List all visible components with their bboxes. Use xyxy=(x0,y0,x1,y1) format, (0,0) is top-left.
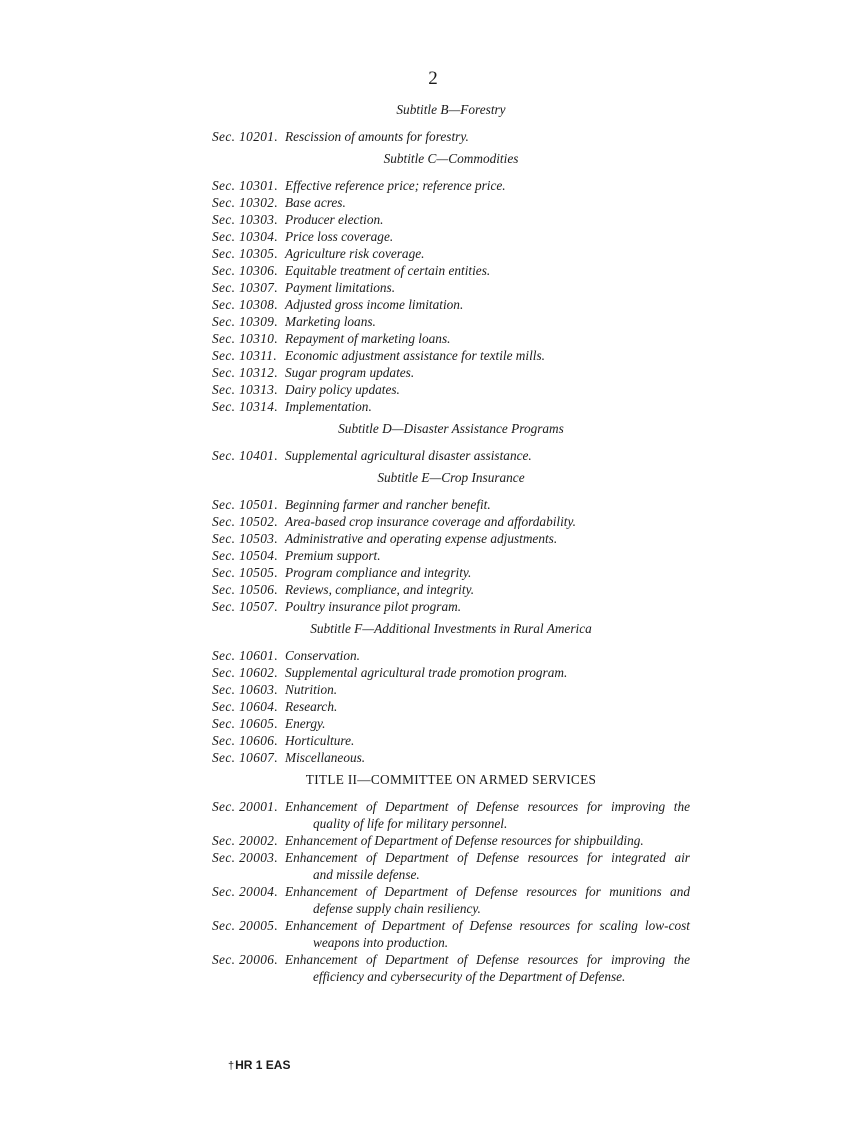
toc-entry xyxy=(212,496,690,513)
dagger-mark: † xyxy=(228,1060,235,1072)
section-number: Sec. 20001. xyxy=(212,799,279,814)
section-number: Sec. 10302. xyxy=(212,195,279,210)
toc-entry xyxy=(212,598,690,615)
section-number: Sec. 10401. xyxy=(212,448,279,463)
section-number: Sec. 10603. xyxy=(212,682,279,697)
section-number: Sec. 10503. xyxy=(212,531,279,546)
toc-entry xyxy=(212,381,690,398)
toc-entry xyxy=(212,681,690,698)
toc-entry xyxy=(212,732,690,749)
section-title: Producer election. xyxy=(285,212,384,227)
section-number: Sec. 10305. xyxy=(212,246,279,261)
toc-entry xyxy=(212,581,690,598)
section-title-line: Enhancement of Department of Defense resources for munitions and xyxy=(285,884,690,899)
section-title: Price loss coverage. xyxy=(285,229,394,244)
section-title: Sugar program updates. xyxy=(285,365,415,380)
section-number: Sec. 10301. xyxy=(212,178,279,193)
section-number: Sec. 10502. xyxy=(212,514,279,529)
subtitle-heading: Subtitle D—Disaster Assistance Programs xyxy=(338,421,564,436)
section-title: Economic adjustment assistance for textile mills. xyxy=(285,348,545,363)
toc-entry xyxy=(212,347,690,364)
table-of-contents xyxy=(212,100,690,985)
toc-entry xyxy=(212,245,690,262)
section-title-line: Enhancement of Department of Defense resources for scaling low-cost xyxy=(285,918,690,933)
section-number: Sec. 10307. xyxy=(212,280,279,295)
section-title: Research. xyxy=(285,699,338,714)
section-title-continuation: efficiency and cybersecurity of the Department of Defense. xyxy=(313,969,626,984)
section-number: Sec. 10607. xyxy=(212,750,279,765)
section-title-line: Enhancement of Department of Defense resources for improving the xyxy=(285,952,690,967)
section-title: Base acres. xyxy=(285,195,346,210)
section-title: Effective reference price; reference price. xyxy=(285,178,506,193)
toc-entry xyxy=(212,832,690,849)
toc-entry xyxy=(212,296,690,313)
toc-entry xyxy=(212,228,690,245)
section-title xyxy=(285,849,690,883)
section-number: Sec. 10507. xyxy=(212,599,279,614)
toc-entry xyxy=(212,447,690,464)
bill-footer xyxy=(228,1058,290,1072)
toc-entry xyxy=(212,513,690,530)
section-title: Rescission of amounts for forestry. xyxy=(285,129,469,144)
subtitle-heading: Subtitle E—Crop Insurance xyxy=(377,470,525,485)
section-title-line: Enhancement of Department of Defense resources for improving the xyxy=(285,799,690,814)
toc-entry xyxy=(212,883,690,917)
section-title: Nutrition. xyxy=(285,682,338,697)
section-title: Repayment of marketing loans. xyxy=(285,331,451,346)
section-number: Sec. 10313. xyxy=(212,382,279,397)
section-title: Payment limitations. xyxy=(285,280,396,295)
section-title: Area-based crop insurance coverage and affordability. xyxy=(285,514,576,529)
section-title: Poultry insurance pilot program. xyxy=(285,599,462,614)
section-title: Energy. xyxy=(285,716,326,731)
section-number: Sec. 20003. xyxy=(212,850,279,865)
section-title: Agriculture risk coverage. xyxy=(285,246,425,261)
subtitle-heading: Subtitle B—Forestry xyxy=(396,102,506,117)
toc-entry xyxy=(212,647,690,664)
section-number: Sec. 10505. xyxy=(212,565,279,580)
toc-entry xyxy=(212,279,690,296)
section-title: Adjusted gross income limitation. xyxy=(285,297,464,312)
toc-entry xyxy=(212,330,690,347)
section-title-continuation: weapons into production. xyxy=(313,935,449,950)
section-title: Program compliance and integrity. xyxy=(285,565,472,580)
toc-entry xyxy=(212,749,690,766)
section-title: Supplemental agricultural disaster assistance. xyxy=(285,448,532,463)
section-number: Sec. 10304. xyxy=(212,229,279,244)
toc-entry xyxy=(212,917,690,951)
section-title: Horticulture. xyxy=(285,733,355,748)
section-title: Supplemental agricultural trade promotion program. xyxy=(285,665,568,680)
section-number: Sec. 10506. xyxy=(212,582,279,597)
section-title: Miscellaneous. xyxy=(285,750,366,765)
section-number: Sec. 10604. xyxy=(212,699,279,714)
section-title-line: Enhancement of Department of Defense resources for shipbuilding. xyxy=(285,833,644,848)
toc-entry xyxy=(212,177,690,194)
toc-entry xyxy=(212,951,690,985)
section-title xyxy=(285,951,690,985)
bill-id: HR 1 EAS xyxy=(235,1058,291,1072)
section-number: Sec. 10312. xyxy=(212,365,279,380)
toc-entry xyxy=(212,849,690,883)
section-number: Sec. 10311. xyxy=(212,348,278,363)
section-number: Sec. 10303. xyxy=(212,212,279,227)
section-number: Sec. 10606. xyxy=(212,733,279,748)
section-number: Sec. 10602. xyxy=(212,665,279,680)
section-number: Sec. 20006. xyxy=(212,952,279,967)
toc-entry xyxy=(212,530,690,547)
toc-entry xyxy=(212,313,690,330)
toc-entry xyxy=(212,664,690,681)
section-title: Implementation. xyxy=(285,399,372,414)
section-title-continuation: defense supply chain resiliency. xyxy=(313,901,481,916)
section-title xyxy=(285,832,690,849)
toc-entry xyxy=(212,262,690,279)
section-title: Beginning farmer and rancher benefit. xyxy=(285,497,491,512)
toc-entry xyxy=(212,698,690,715)
section-title-continuation: quality of life for military personnel. xyxy=(313,816,508,831)
toc-entry xyxy=(212,194,690,211)
toc-entry xyxy=(212,398,690,415)
section-number: Sec. 20004. xyxy=(212,884,279,899)
section-title xyxy=(285,798,690,832)
subtitle-heading: Subtitle F—Additional Investments in Rural America xyxy=(310,621,592,636)
toc-entry xyxy=(212,715,690,732)
section-number: Sec. 10201. xyxy=(212,129,279,144)
section-number: Sec. 10504. xyxy=(212,548,279,563)
section-title-line: Enhancement of Department of Defense resources for integrated air xyxy=(285,850,690,865)
toc-entry xyxy=(212,364,690,381)
section-title: Administrative and operating expense adjustments. xyxy=(285,531,558,546)
section-title: Premium support. xyxy=(285,548,381,563)
section-title: Conservation. xyxy=(285,648,360,663)
section-number: Sec. 10501. xyxy=(212,497,279,512)
toc-entry xyxy=(212,798,690,832)
section-number: Sec. 10308. xyxy=(212,297,279,312)
toc-entry xyxy=(212,564,690,581)
section-title-continuation: and missile defense. xyxy=(313,867,420,882)
section-title: Dairy policy updates. xyxy=(285,382,400,397)
section-number: Sec. 10310. xyxy=(212,331,279,346)
section-title: Reviews, compliance, and integrity. xyxy=(285,582,475,597)
section-number: Sec. 10306. xyxy=(212,263,279,278)
section-title: Equitable treatment of certain entities. xyxy=(285,263,491,278)
section-number: Sec. 10314. xyxy=(212,399,279,414)
section-number: Sec. 10601. xyxy=(212,648,279,663)
page-number: 2 xyxy=(428,68,438,89)
section-title xyxy=(285,917,690,951)
section-number: Sec. 10309. xyxy=(212,314,279,329)
section-number: Sec. 20005. xyxy=(212,918,279,933)
section-number: Sec. 20002. xyxy=(212,833,279,848)
toc-entry xyxy=(212,211,690,228)
title-heading: TITLE II—COMMITTEE ON ARMED SERVICES xyxy=(305,772,597,787)
toc-entry xyxy=(212,128,690,145)
section-number: Sec. 10605. xyxy=(212,716,279,731)
section-title: Marketing loans. xyxy=(285,314,376,329)
subtitle-heading: Subtitle C—Commodities xyxy=(383,151,519,166)
toc-entry xyxy=(212,547,690,564)
section-title xyxy=(285,883,690,917)
